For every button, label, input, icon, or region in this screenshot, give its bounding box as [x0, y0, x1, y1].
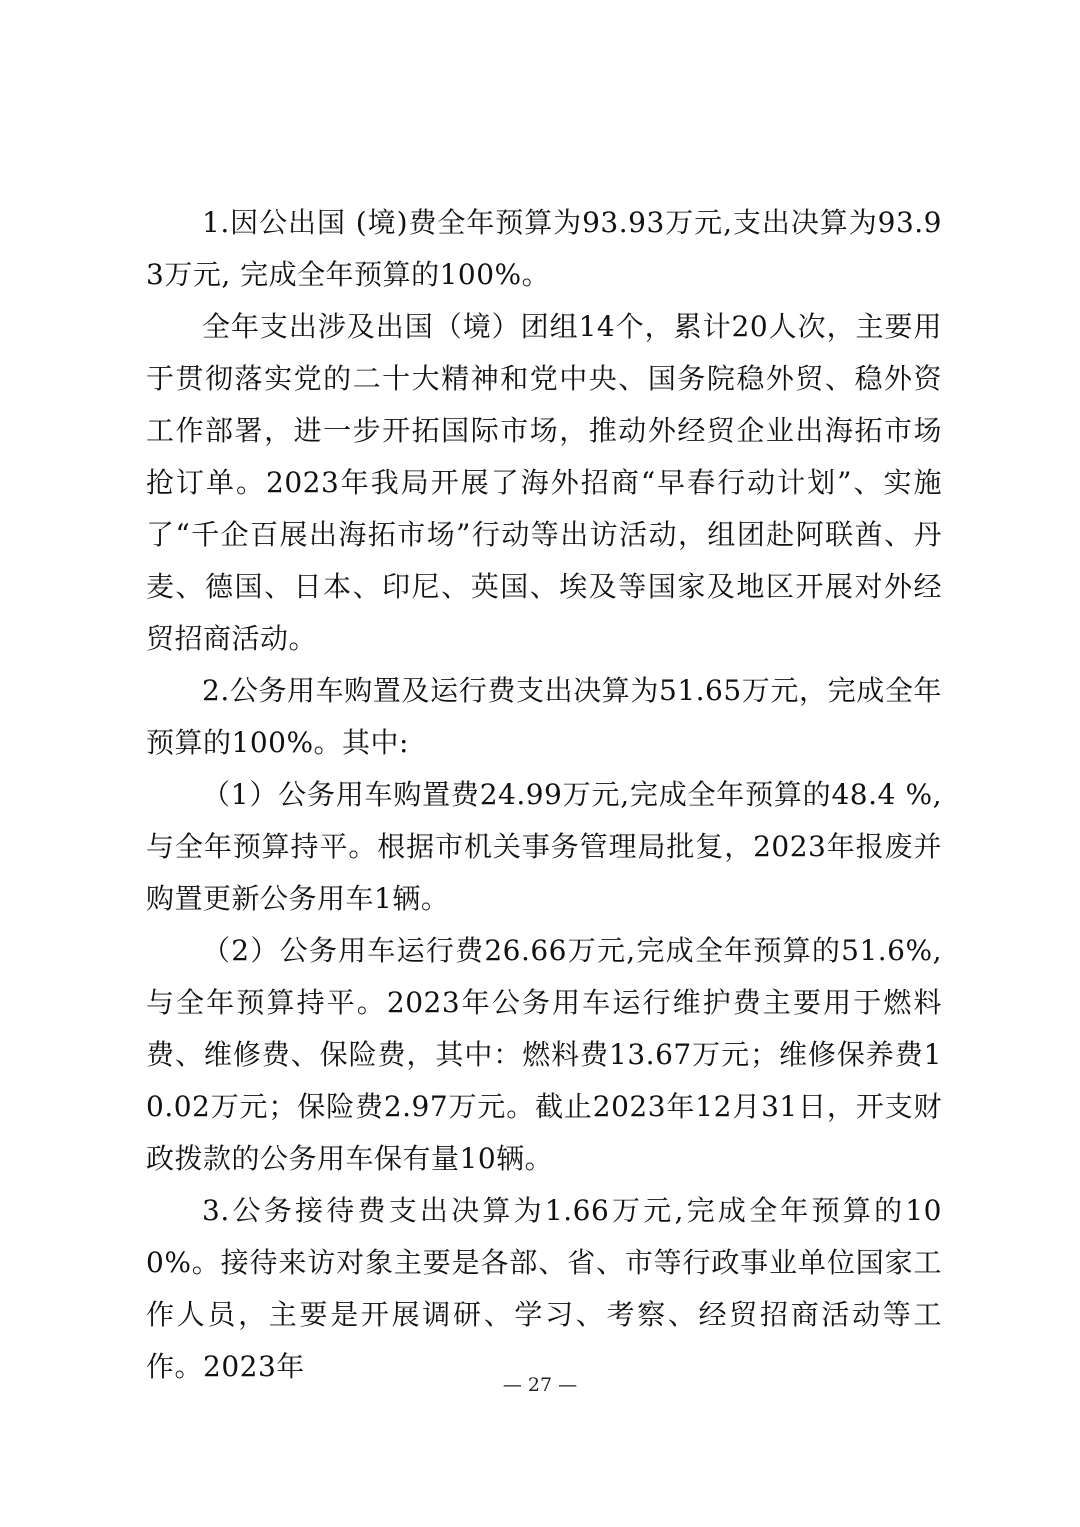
paragraph-reception-expenses: 3.公务接待费支出决算为1.66万元,完成全年预算的100%。接待来访对象主要是各部、省、市等行政事业单位国家工作人员，主要是开展调研、学习、考察、经贸招商活动等工作。2023年 [146, 1194, 942, 1383]
paragraph-vehicle-expenses: 2.公务用车购置及运行费支出决算为51.65万元，完成全年预算的100%。其中: [146, 674, 942, 759]
paragraph-vehicle-operation: （2）公务用车运行费26.66万元,完成全年预算的51.6%,与全年预算持平。2023年公务用车运行维护费主要用于燃料费、维修费、保险费，其中：燃料费13.67万元；维修保养费10.02万元；保险费2.97万元。截止2023年12月31日，开支财政拨款的公务用车保有量10辆。 [146, 934, 942, 1175]
paragraph-overseas-travel-budget: 1.因公出国 (境)费全年预算为93.93万元,支出决算为93.93万元, 完成全年预算的100%。 [146, 206, 942, 291]
paragraph-vehicle-purchase: （1）公务用车购置费24.99万元,完成全年预算的48.4 %,与全年预算持平。根据市机关事务管理局批复，2023年报废并购置更新公务用车1辆。 [146, 778, 942, 915]
paragraph-overseas-delegations: 全年支出涉及出国（境）团组14个，累计20人次，主要用于贯彻落实党的二十大精神和党中央、国务院稳外贸、稳外资工作部署，进一步开拓国际市场，推动外经贸企业出海拓市场抢订单。2023年我局开展了海外招商“早春行动计划”、实施了“千企百展出海拓市场”行动等出访活动，组团赴阿联酋、丹麦、德国、日本、印尼、英国、埃及等国家及地区开展对外经贸招商活动。 [146, 310, 942, 655]
body-text [146, 197, 942, 1393]
page-number: — 27 — [502, 1374, 578, 1396]
